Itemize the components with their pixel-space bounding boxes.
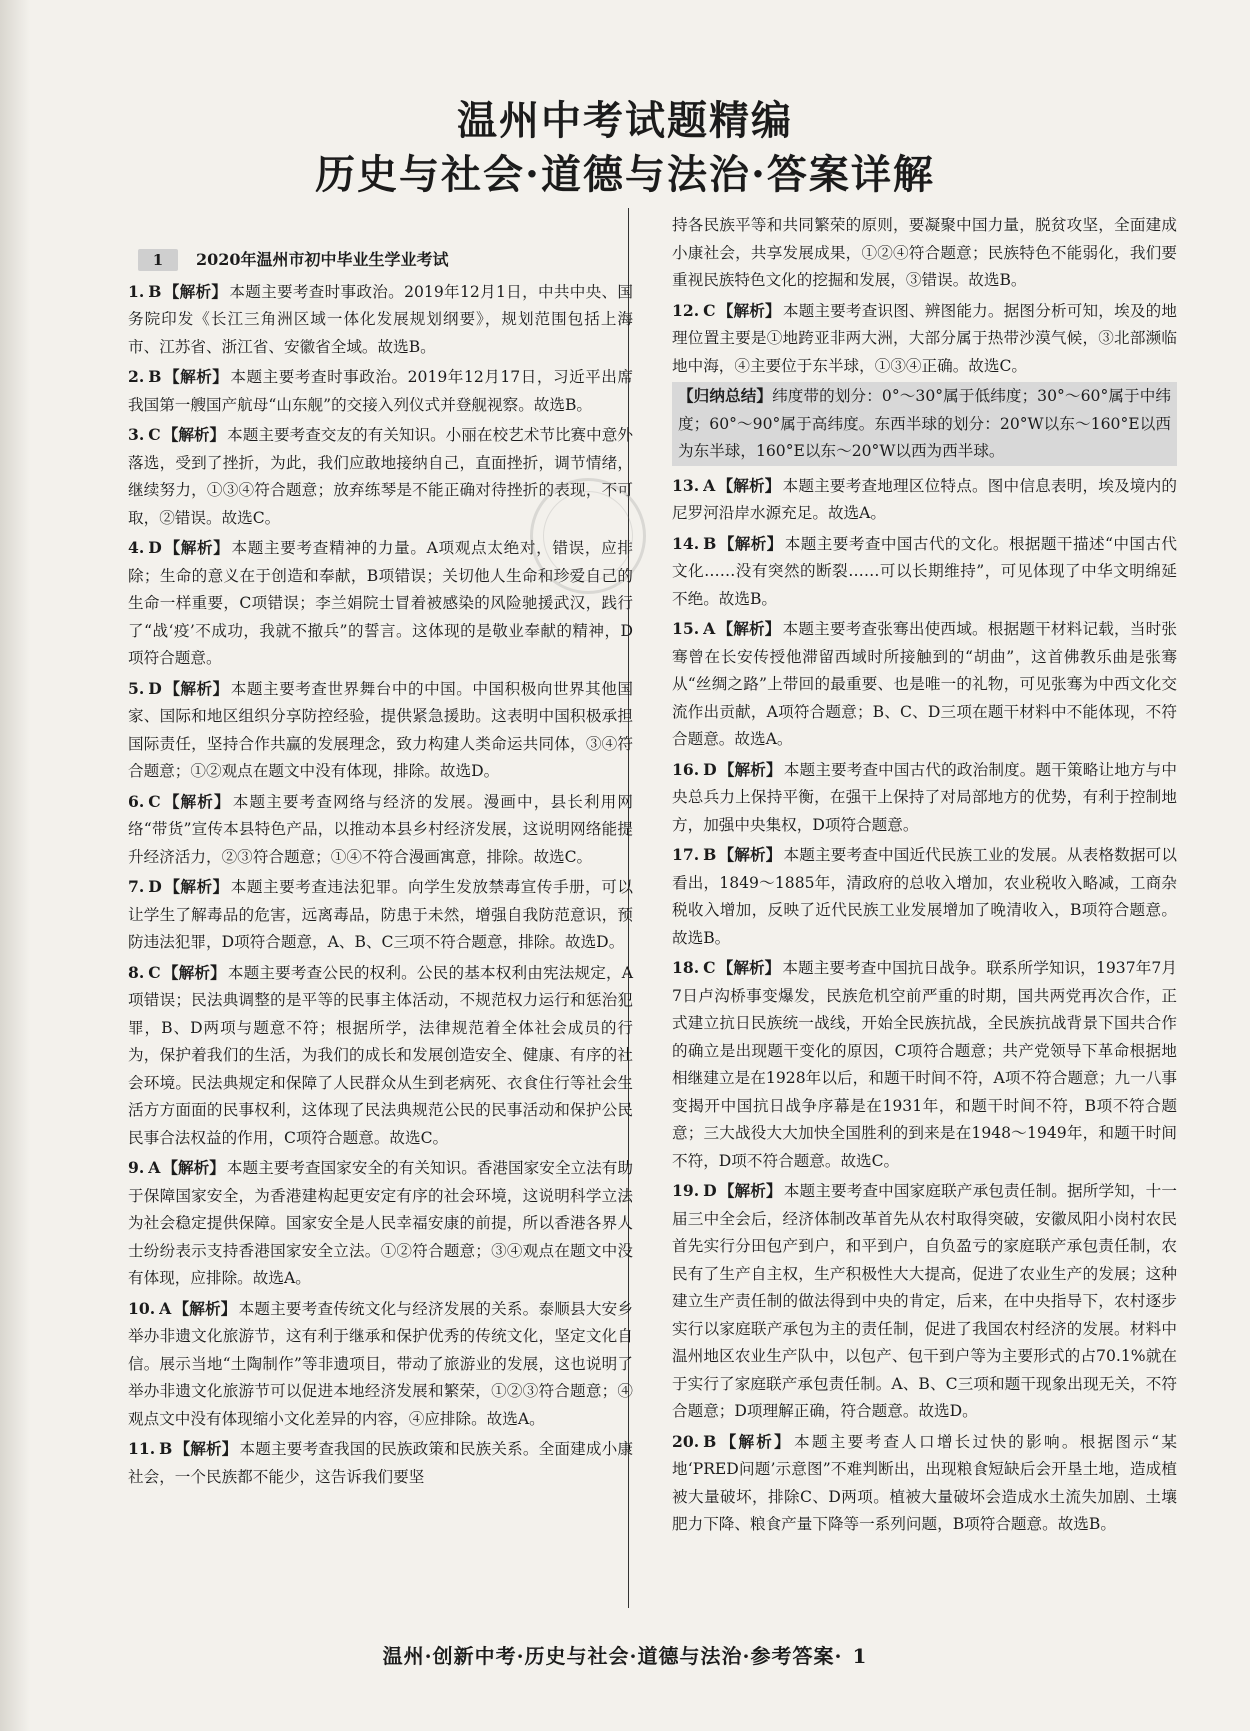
question-answer: B xyxy=(703,533,717,553)
question-item xyxy=(128,363,633,419)
question-explanation: 本题主要考查时事政治。2019年12月1日，中共中央、国务院印发《长江三角洲区域一体化发展规划纲要》，规划范围包括上海市、江苏省、浙江省、安徽省全域。故选B。 xyxy=(128,282,633,356)
question-explanation: 本题主要考查识图、辨图能力。据图分析可知，埃及的地理位置主要是①地跨亚非两大洲，大部分属于热带沙漠气候，③北部濒临地中海，④主要位于东半球，①③④正确。故选C。 xyxy=(672,301,1177,375)
question-answer: A xyxy=(703,619,716,638)
right-question-list-bottom xyxy=(672,472,1177,1539)
question-number: 5. xyxy=(128,678,145,698)
question-item xyxy=(128,873,633,957)
question-answer: C xyxy=(148,791,161,811)
question-number: 9. xyxy=(128,1158,145,1177)
question-answer: A xyxy=(148,1158,161,1177)
question-answer: B xyxy=(703,845,717,864)
question-number: 13. xyxy=(672,475,700,495)
question-number: 14. xyxy=(672,533,700,553)
question-answer: D xyxy=(148,877,162,896)
question-explanation: 本题主要考查传统文化与经济发展的关系。泰顺县大安乡举办非遗文化旅游节，这有利于继承和保护优秀的传统文化，坚定文化自信。展示当地“土陶制作”等非遗项目，带动了旅游业的发展，这也说明了举办非遗文化旅游节可以促进本地经济发展和繁荣，①②③符合题意；④观点文中没有体现缩小文化差异的内容，④应排除。故选A。 xyxy=(128,1299,633,1428)
analysis-tag: 【解析】 xyxy=(163,367,229,386)
question-explanation: 本题主要考查人口增长过快的影响。根据图示“某地‘PRED问题’示意图”不难判断出，出现粮食短缺后会开垦土地，造成植被大量破坏，排除C、D两项。植被大量破坏会造成水土流失加剧、土壤肥力下降、粮食产量下降等一系列问题，B项符合题意。故选B。 xyxy=(672,1432,1177,1533)
question-number: 11. xyxy=(128,1439,156,1458)
question-answer: A xyxy=(703,475,716,495)
question-explanation: 本题主要考查违法犯罪。向学生发放禁毒宣传手册，可以让学生了解毒品的危害，远离毒品，防患于未然，增强自我防范意识，预防违法犯罪，D项符合题意，A、B、C三项不符合题意，排除。故选D。 xyxy=(128,878,633,951)
question-item xyxy=(672,212,1177,295)
question-item xyxy=(672,1177,1177,1426)
question-number: 8. xyxy=(128,962,145,982)
question-number: 6. xyxy=(128,791,145,811)
question-answer: D xyxy=(148,538,162,557)
analysis-tag: 【解析】 xyxy=(173,1298,237,1318)
question-number: 15. xyxy=(672,619,700,638)
question-number: 4. xyxy=(128,538,145,557)
analysis-tag: 【解析】 xyxy=(162,962,226,982)
analysis-tag: 【解析】 xyxy=(163,678,229,698)
question-item xyxy=(672,530,1177,614)
question-number: 20. xyxy=(672,1431,700,1451)
analysis-tag: 【解析】 xyxy=(163,877,229,896)
stamp-watermark xyxy=(530,478,646,594)
analysis-tag: 【解析】 xyxy=(162,1158,225,1177)
question-answer: C xyxy=(148,962,161,982)
question-explanation: 本题主要考查交友的有关知识。小丽在校艺术节比赛中意外落选，受到了挫折，为此，我们应敢地接纳自己，直面挫折，调节情绪，继续努力，①③④符合题意；放弃练琴是不能正确对待挫折的表现，不可取，②错误。故选C。 xyxy=(128,426,633,527)
question-answer: C xyxy=(703,958,716,977)
question-item xyxy=(672,615,1177,754)
left-question-list xyxy=(128,278,633,1492)
question-number: 19. xyxy=(672,1181,700,1200)
question-number: 2. xyxy=(128,367,145,386)
left-column xyxy=(128,212,633,1493)
question-answer: B xyxy=(703,1431,717,1451)
analysis-tag: 【解析】 xyxy=(718,1431,793,1451)
page-number: 1 xyxy=(852,1644,868,1668)
analysis-tag: 【解析】 xyxy=(162,425,226,444)
question-answer: D xyxy=(148,678,162,698)
analysis-tag: 【解析】 xyxy=(717,619,781,638)
question-answer: B xyxy=(148,281,162,301)
question-item xyxy=(128,1154,633,1293)
page-footer xyxy=(0,1640,1250,1669)
analysis-tag: 【解析】 xyxy=(174,1439,238,1458)
question-answer: C xyxy=(703,300,716,320)
question-item xyxy=(128,959,633,1153)
analysis-tag: 【解析】 xyxy=(717,958,781,977)
analysis-tag: 【解析】 xyxy=(162,791,231,811)
page-title: 温州中考试题精编 xyxy=(457,97,793,144)
question-explanation: 本题主要考查公民的权利。公民的基本权利由宪法规定，A项错误；民法典调整的是平等的民事主体活动，不规范权力运行和惩治犯罪，B、D两项与题意不符；根据所学，法律规范着全体社会成员的行为，保护着我们的生活，为我们的成长和发展创造安全、健康、有序的社会环境。民法典规定和保障了人民群众从生到老病死、衣食住行等社会生活方方面面的民事权利，这体现了民法典规范公民的民事活动和保护公民民事合法权益的作用，C项符合题意。故选C。 xyxy=(128,963,633,1147)
question-number: 16. xyxy=(672,759,700,779)
question-answer: B xyxy=(159,1439,173,1458)
summary-tag: 【归纳总结】 xyxy=(678,386,773,405)
question-explanation: 本题主要考查地理区位特点。图中信息表明，埃及境内的尼罗河沿岸水源充足。故选A。 xyxy=(672,476,1177,522)
question-number: 18. xyxy=(672,958,700,977)
question-answer: C xyxy=(148,425,161,444)
question-explanation: 本题主要考查中国抗日战争。联系所学知识，1937年7月7日卢沟桥事变爆发，民族危机空前严重的时期，国共两党再次合作，正式建立抗日民族统一战线，开始全民族抗战，全民族抗战背景下国共合作的确立是出现题干变化的原因，C项符合题意；共产党领导下革命根据地相继建立是在1928年以后，和题干时间不符，A项不符合题意；九一八事变揭开中国抗日战争序幕是在1931年，和题干时间不符，B项不符合题意；三大战役大大加快全国胜利的到来是在1948～1949年，和题干时间不符，D项不符合题意。故选C。 xyxy=(672,959,1177,1170)
question-explanation: 本题主要考查中国近代民族工业的发展。从表格数据可以看出，1849～1885年，清政府的总收入增加，农业税收入略减，工商杂税收入增加，反映了近代民族工业发展增加了晚清收入，B项符合题意。故选B。 xyxy=(672,846,1177,947)
analysis-tag: 【解析】 xyxy=(718,845,782,864)
question-explanation: 本题主要考查国家安全的有关知识。香港国家安全立法有助于保障国家安全，为香港建构起更安定有序的社会环境，这说明科学立法为社会稳定提供保障。国家安全是人民幸福安康的前提，所以香港各界人士纷纷表示支持香港国家安全立法。①②符合题意；③④观点在题文中没有体现，应排除。故选A。 xyxy=(128,1159,633,1287)
section-title: 2020年温州市初中毕业生学业考试 xyxy=(196,250,449,269)
question-item xyxy=(128,675,633,786)
question-answer: D xyxy=(703,1181,717,1200)
question-explanation: 本题主要考查中国古代的政治制度。题干策略让地方与中央总兵力上保持平衡，在强干上保持了对局部地方的优势，有利于控制地方，加强中央集权，D项符合题意。 xyxy=(672,760,1177,834)
question-item xyxy=(128,788,633,872)
question-number: 3. xyxy=(128,425,145,444)
right-column xyxy=(672,212,1177,1541)
question-explanation: 持各民族平等和共同繁荣的原则，要凝聚中国力量，脱贫攻坚，全面建成小康社会，共享发展成果，①②④符合题意；民族特色不能弱化，我们要重视民族特色文化的挖掘和发展，③错误。故选B。 xyxy=(672,216,1177,289)
question-answer: B xyxy=(148,367,162,386)
question-explanation: 本题主要考查时事政治。2019年12月17日，习近平出席我国第一艘国产航母“山东舰”的交接入列仪式并登舰视察。故选B。 xyxy=(128,368,633,414)
analysis-tag: 【解析】 xyxy=(163,281,228,301)
section-heading xyxy=(138,246,633,274)
analysis-tag: 【解析】 xyxy=(717,300,781,320)
question-explanation: 本题主要考查张骞出使西域。根据题干材料记载，当时张骞曾在长安传授他滞留西域时所接触到的“胡曲”，这首佛教乐曲是张骞从“丝绸之路”上带回的最重要、也是唯一的礼物，可见张骞为中西文化交流作出贡献，A项符合题意；B、C、D三项在题干材料中不能体现，不符合题意。故选A。 xyxy=(672,620,1177,748)
analysis-tag: 【解析】 xyxy=(718,759,782,779)
question-number: 1. xyxy=(128,281,145,301)
question-explanation: 本题主要考查网络与经济的发展。漫画中，县长利用网络“带货”宣传本县特色产品，以推动本县乡村经济发展，这说明网络能提升经济活力，②③符合题意；①④不符合漫画寓意，排除。故选C。 xyxy=(128,792,633,866)
question-answer: D xyxy=(703,759,717,779)
title-block xyxy=(0,95,1250,203)
analysis-tag: 【解析】 xyxy=(163,538,230,557)
question-item xyxy=(672,756,1177,840)
question-item xyxy=(672,472,1177,528)
question-explanation: 本题主要考查世界舞台中的中国。中国积极向世界其他国家、国际和地区组织分享防控经验，提供紧急援助。这表明中国积极承担国际责任，坚持合作共赢的发展理念，致力构建人类命运共同体，③④符合题意；①②观点在题文中没有体现，排除。故选D。 xyxy=(128,679,633,780)
question-explanation: 本题主要考查精神的力量。A项观点太绝对，错误，应排除；生命的意义在于创造和奉献，B项错误；关切他人生命和珍爱自己的生命一样重要，C项错误；李兰娟院士冒着被感染的风险驰援武汉，践行了“战‘疫’不成功，我就不撤兵”的誓言。这体现的是敬业奉献的精神，D项符合题意。 xyxy=(128,539,633,667)
footer-text: 温州·创新中考·历史与社会·道德与法治·参考答案· xyxy=(382,1644,843,1668)
question-number: 12. xyxy=(672,300,700,320)
question-explanation: 本题主要考查中国家庭联产承包责任制。据所学知，十一届三中全会后，经济体制改革首先从农村取得突破，安徽凤阳小岗村农民首先实行分田包产到户，和平到户，自负盈亏的家庭联产承包责任制，农民有了生产自主权，生产积极性大大提高，促进了农业生产的发展；这种建立生产责任制的做法得到中央的肯定，后来，在中央指导下，农村逐步实行以家庭联产承包为主的责任制，促进了我国农村经济的发展。材料中温州地区农业生产队中，以包产、包干到户等为主要形式的占70.1%就在于实行了家庭联产承包责任制。A、B、C三项和题干现象出现无关，不符合题意；D项理解正确，符合题意。故选D。 xyxy=(672,1182,1177,1420)
page-subtitle: 历史与社会·道德与法治·答案详解 xyxy=(315,151,935,198)
question-item xyxy=(672,297,1177,381)
analysis-tag: 【解析】 xyxy=(718,533,783,553)
question-number: 7. xyxy=(128,877,145,896)
question-item xyxy=(128,1295,633,1434)
summary-box xyxy=(672,382,1177,466)
summary-text: 纬度带的划分：0°～30°属于低纬度；30°～60°属于中纬度；60°～90°属于高纬度。东西半球的划分：20°W以东～160°E以西为东半球，160°E以东～20°W以西为西半球。 xyxy=(678,387,1171,460)
question-explanation: 本题主要考查中国古代的文化。根据题干描述“中国古代文化……没有突然的断裂……可以长期维持”，可见体现了中华文明绵延不绝。故选B。 xyxy=(672,534,1177,608)
question-number: 10. xyxy=(128,1298,156,1318)
section-number: 1 xyxy=(138,249,178,271)
analysis-tag: 【解析】 xyxy=(718,1181,782,1200)
question-explanation: 本题主要考查我国的民族政策和民族关系。全面建成小康社会，一个民族都不能少，这告诉我们要坚 xyxy=(128,1440,633,1486)
question-item xyxy=(128,278,633,362)
right-question-list-top xyxy=(672,212,1177,380)
question-item xyxy=(672,1428,1177,1539)
question-answer: A xyxy=(159,1298,172,1318)
analysis-tag: 【解析】 xyxy=(717,475,781,495)
question-item xyxy=(672,954,1177,1175)
question-item xyxy=(672,841,1177,952)
question-number: 17. xyxy=(672,845,700,864)
question-item xyxy=(128,1435,633,1491)
